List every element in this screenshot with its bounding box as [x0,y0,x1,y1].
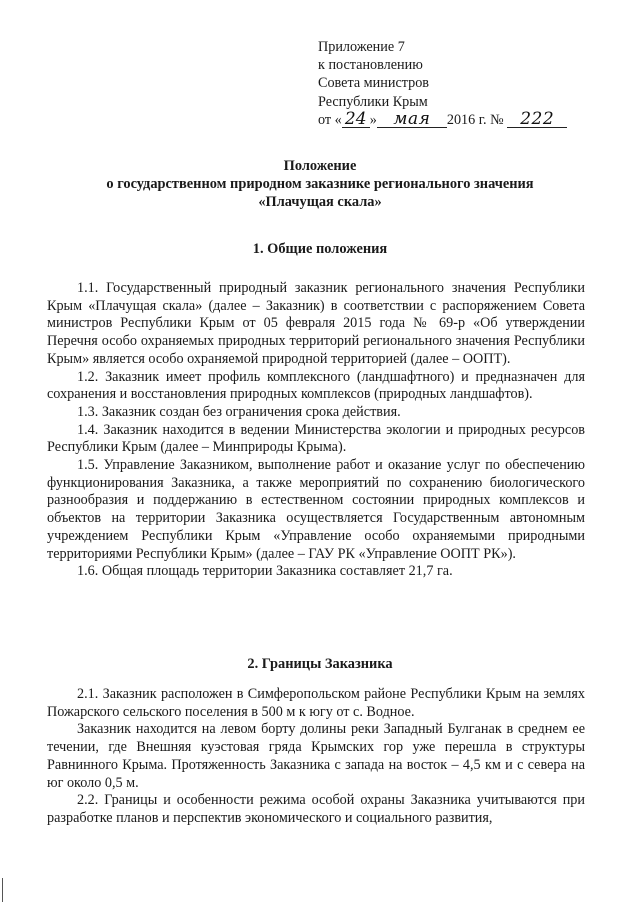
handwritten-day: 24 [342,111,370,128]
paragraph-1-5: 1.5. Управление Заказником, выполнение работ и оказание услуг по обеспечению функционирования Заказника, а также мероприятий по сохранению биологического разнообразия и поддержанию в естественном состоянии природных комплексов и объектов на территории Заказника осуществляется Государственным автономным учреждением Республики Крым «Управление особо охраняемыми природными территориями Республики Крым» (далее – ГАУ РК «Управление ООПТ РК»). [47,457,585,562]
paragraph-1-2: 1.2. Заказник имеет профиль комплексного (ландшафтного) и предназначен для сохранения и восстановления природных комплексов (природных ландшафтов). [47,368,585,403]
paragraph-1-1: 1.1. Государственный природный заказник регионального значения Республики Крым «Плачущая скала» (далее – Заказник) в соответствии с распоряжением Совета министров Республики Крым от 05 февраля 2015 года № 69-р «Об утверждении Перечня особо охраняемых природных территорий регионального значения Республики Крым» является особо охраняемой природной территорией (далее – ООПТ). [47,280,585,367]
section-1-body [47,280,585,581]
date-year-text: 2016 г. № [446,111,504,128]
paragraph-2-2: 2.2. Границы и особенности режима особой охраны Заказника учитываются при разработке планов и перспектив экономического и социального развития, [47,792,585,826]
paragraph-1-3: 1.3. Заказник создан без ограничения срока действия. [77,403,401,420]
paragraph-2-1: 2.1. Заказник расположен в Симферопольском районе Республики Крым на землях Пожарского сельского поселения в 500 м к югу от с. Водное. [47,686,585,720]
appendix-line-3: Совета министров [318,75,429,92]
paragraph-1-6: 1.6. Общая площадь территории Заказника составляет 21,7 га. [77,563,453,580]
date-day-close: » [369,111,377,128]
appendix-line-1: Приложение 7 [318,39,405,55]
section-1-heading: 1. Общие положения [252,241,388,257]
appendix-line-4: Республики Крым [318,93,428,110]
appendix-date-line [318,108,567,129]
reserve-name: «Плачущая скала» [258,194,382,210]
section-2-body [47,686,585,828]
date-prefix: от « [318,111,342,128]
appendix-line-2: к постановлению [318,57,423,74]
handwritten-month: мая [377,111,447,128]
scan-margin-mark [2,878,3,902]
appendix-block [318,38,567,129]
paragraph-1-4: 1.4. Заказник находится в ведении Министерства экологии и природных ресурсов Республики Крым (далее – Минприроды Крыма). [47,421,585,456]
document-subtitle: о государственном природном заказнике регионального значения [106,176,534,192]
paragraph-2-1-cont: Заказник находится на левом борту долины реки Западный Булганак в среднем ее течении, где Внешняя куэстовая гряда Крымских гор уже перешла в структуры Равнинного Крыма. Протяженность Заказника с запада на восток – 4,5 км и с севера на юг около 0,5 м. [47,721,585,791]
document-title: Положение [283,158,357,174]
handwritten-number: 222 [507,111,567,128]
section-2-heading: 2. Границы Заказника [247,656,393,672]
